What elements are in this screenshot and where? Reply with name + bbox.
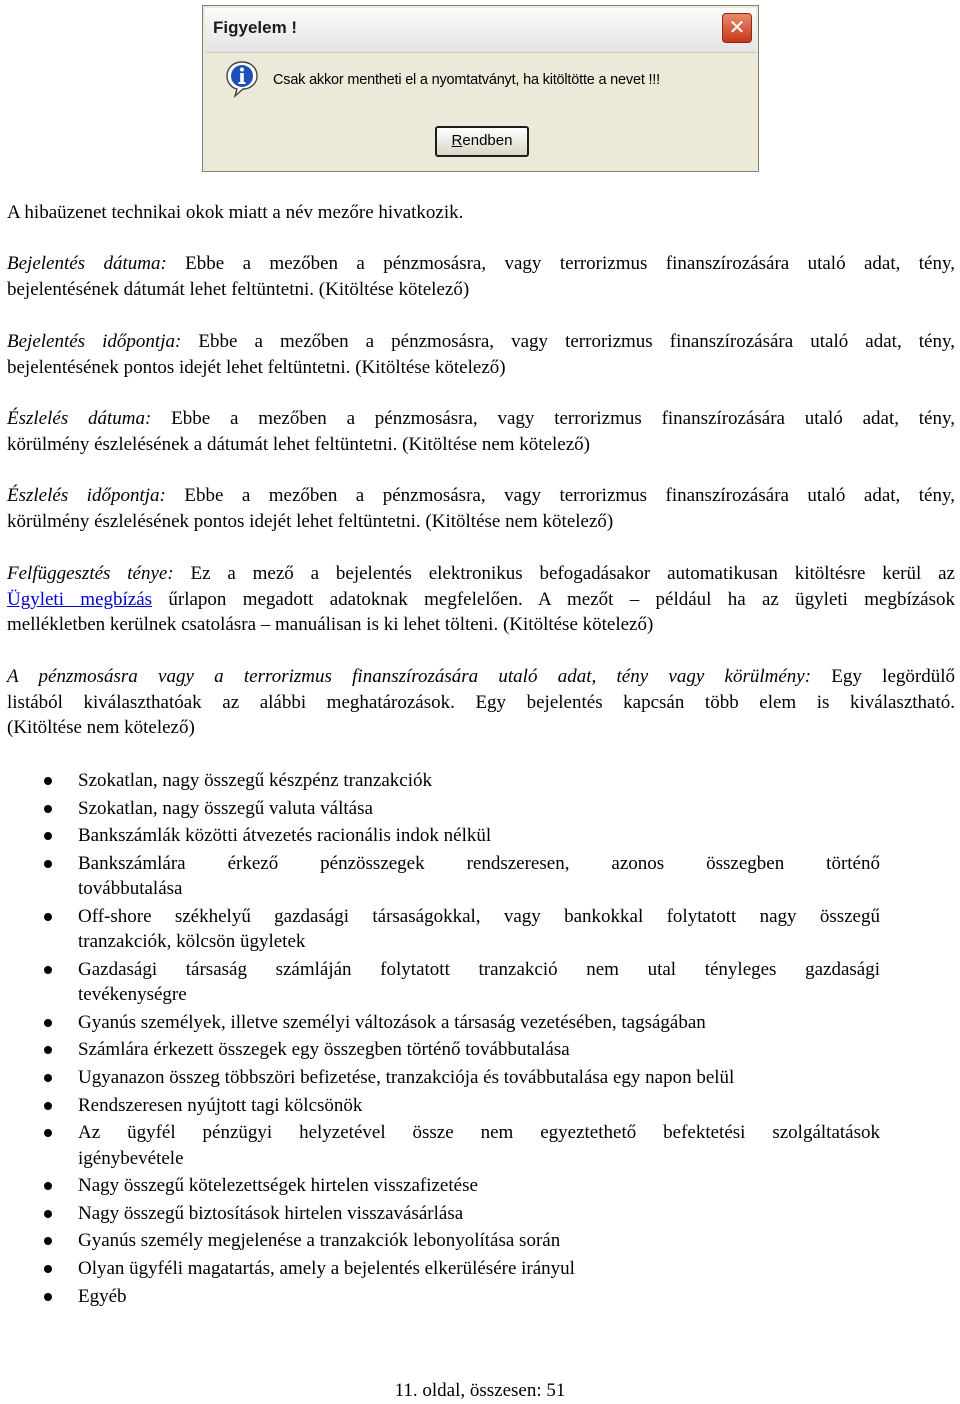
dialog-title: Figyelem ! [213,18,298,37]
indicator-list [0,768,880,1311]
field-label: Felfüggesztés ténye: [7,563,174,584]
list-item [0,1120,880,1171]
list-item-text: Számlára érkezett összegek egy összegben történő továbbutalása [78,1039,570,1061]
paragraph-indicators [7,664,955,741]
bullet-icon [44,1237,52,1245]
list-item [0,851,880,902]
list-item [0,1256,880,1281]
paragraph-text: mellékletben kerülnek csatolásra – manuálisan is ki lehet tölteni. (Kitöltése kötelező) [7,614,654,635]
list-item [0,1201,880,1226]
bullet-icon [44,832,52,840]
paragraph-detection-date [7,406,955,457]
paragraph-text: listából kiválaszthatóak az alábbi meghatározások. Egy bejelentés kapcsán több elem is kiválasztható. [7,691,955,713]
list-item [0,1228,880,1253]
info-icon [225,60,259,98]
ok-button-label: endben [462,132,513,149]
paragraph-text: Ebbe a mezőben a pénzmosásra, vagy terrorizmus finanszírozására utaló adat, tény, [166,253,955,274]
ok-button-mnemonic: R [451,132,463,149]
list-item-text: továbbutalása [78,878,183,900]
list-item-text: Az ügyfél pénzügyi helyzetével össze nem egyeztethető befektetési szolgáltatások [78,1122,880,1144]
list-item-text: tranzakciók, kölcsön ügyletek [78,931,306,953]
paragraph-text: Egy legördülő [811,666,955,687]
list-item [0,796,880,821]
list-item-text: Olyan ügyféli magatartás, amely a bejelentés elkerülésére irányul [78,1257,575,1279]
bullet-icon [44,1046,52,1054]
paragraph-text: körülmény észlelésének a dátumát lehet feltüntetni. (Kitöltése nem kötelező) [7,433,590,455]
paragraph-error-note [7,200,955,226]
bullet-icon [44,805,52,813]
list-item [0,1010,880,1035]
list-item-text: Gyanús személyek, illetve személyi változások a társaság vezetésében, tagságában [78,1011,706,1033]
bullet-icon [44,1019,52,1027]
list-item [0,1037,880,1062]
list-item-text: Gyanús személy megjelenése a tranzakciók lebonyolítása során [78,1230,561,1252]
bullet-icon [44,777,52,785]
bullet-icon [44,860,52,868]
paragraph-text: Ebbe a mezőben a pénzmosásra, vagy terrorizmus finanszírozására utaló adat, tény, [181,331,955,352]
dialog-titlebar [205,8,756,53]
paragraph-text: űrlapon megadott adatoknak megfelelően. A mezőt – például ha az ügyleti megbízások [152,588,955,610]
list-item [0,957,880,1008]
field-label: Észlelés időpontja: [7,485,166,506]
list-item [0,1065,880,1090]
bullet-icon [44,1074,52,1082]
bullet-icon [44,1210,52,1218]
list-item-text: igénybevétele [78,1147,184,1169]
paragraph-text: bejelentésének dátumát lehet feltüntetni. (Kitöltése kötelező) [7,278,470,300]
list-item-text: Nagy összegű kötelezettségek hirtelen visszafizetése [78,1175,478,1197]
paragraph-report-time [7,329,955,380]
list-item-text: Off-shore székhelyű gazdasági társaságokkal, vagy bankokkal folytatott nagy összegű [78,905,880,927]
dialog-message: Csak akkor mentheti el a nyomtatványt, ha kitöltötte a nevet !!! [273,72,660,88]
bullet-icon [44,1129,52,1137]
paragraph-text: bejelentésének pontos idejét lehet feltüntetni. (Kitöltése kötelező) [7,356,506,378]
list-item [0,1173,880,1198]
paragraph-text: Ebbe a mezőben a pénzmosásra, vagy terrorizmus finanszírozására utaló adat, tény, [165,485,955,506]
bullet-icon [44,1265,52,1273]
field-label: A pénzmosásra vagy a terrorizmus finanszírozására utaló adat, tény vagy körülmény: [7,666,812,687]
paragraph-suspension [7,561,955,638]
list-item-text: Bankszámlára érkező pénzösszegek rendszeresen, azonos összegben történő [78,852,880,874]
field-label: Bejelentés dátuma: [7,253,167,274]
list-item-text: Szokatlan, nagy összegű készpénz tranzakciók [78,770,433,791]
list-item-text: Nagy összegű biztosítások hirtelen visszavásárlása [78,1202,464,1224]
list-item [0,1093,880,1118]
bullet-icon [44,1182,52,1190]
field-label: Észlelés dátuma: [7,408,152,429]
page-footer: 11. oldal, összesen: 51 [394,1380,566,1401]
list-item-text: Ugyanazon összeg többszöri befizetése, tranzakciója és továbbutalása egy napon belül [78,1066,735,1088]
list-item-text: tevékenységre [78,984,187,1006]
bullet-icon [44,1102,52,1110]
paragraph-text: Ez a mező a bejelentés elektronikus befogadásakor automatikusan kitöltésre kerül az [173,563,955,584]
list-item-text: Bankszámlák közötti átvezetés racionális indok nélkül [78,825,492,847]
paragraph-report-date [7,251,955,302]
paragraph-text: Ebbe a mezőben a pénzmosásra, vagy terrorizmus finanszírozására utaló adat, tény, [151,408,955,429]
list-item-text: Gazdasági társaság számláján folytatott tranzakció nem utal tényleges gazdasági [78,958,880,980]
list-item [0,768,880,793]
list-item-text: Szokatlan, nagy összegű valuta váltása [78,797,373,819]
list-item-text: Rendszeresen nyújtott tagi kölcsönök [78,1094,363,1116]
ok-button[interactable] [435,126,529,157]
paragraph-text: (Kitöltése nem kötelező) [7,717,195,738]
list-item [0,823,880,848]
close-icon: ✕ [728,15,746,39]
list-item-text: Egyéb [78,1285,127,1307]
bullet-icon [44,1293,52,1301]
bullet-icon [44,913,52,921]
paragraph-text: körülmény észlelésének pontos idejét lehet feltüntetni. (Kitöltése nem kötelező) [7,510,614,532]
field-label: Bejelentés időpontja: [7,331,182,352]
paragraph-text: A hibaüzenet technikai okok miatt a név mezőre hivatkozik. [7,202,464,223]
list-item [0,1284,880,1309]
dialog-window [202,5,759,172]
bullet-icon [44,966,52,974]
paragraph-detection-time [7,483,955,534]
list-item [0,904,880,955]
transaction-order-link[interactable]: Ügyleti megbízás [7,588,153,610]
close-button[interactable] [722,13,752,43]
